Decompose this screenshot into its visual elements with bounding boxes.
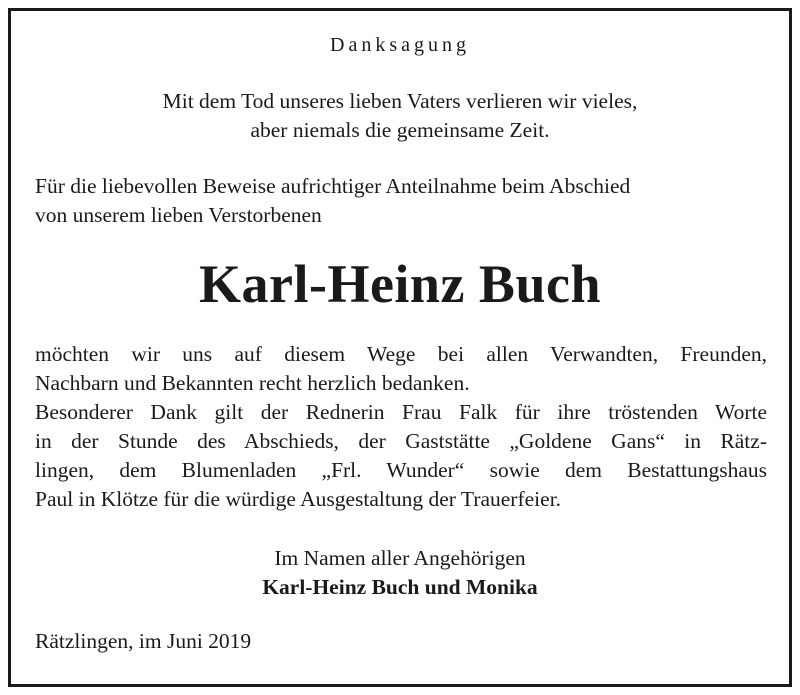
family-names: Karl-Heinz Buch und Monika	[262, 575, 538, 599]
deceased-name: Karl-Heinz Buch	[199, 254, 601, 314]
intro-line-2: von unserem lieben Verstorbenen	[35, 203, 322, 227]
body-line-4: in der Stunde des Abschieds, der Gaststätte „Goldene Gans“ in Rätz-	[35, 429, 767, 453]
intro-line-1: Für die liebevollen Beweise aufrichtiger Anteilnahme beim Abschied	[35, 174, 631, 198]
body-line-1: möchten wir uns auf diesem Wege bei allen Verwandten, Freunden,	[35, 342, 767, 366]
body-line-6: Paul in Klötze für die würdige Ausgestaltung der Trauerfeier.	[35, 487, 562, 511]
place-date: Rätzlingen, im Juni 2019	[35, 629, 252, 653]
notice-heading: Danksagung	[330, 34, 470, 56]
quote-line-1: Mit dem Tod unseres lieben Vaters verlieren wir vieles,	[162, 89, 638, 113]
quote-line-2: aber niemals die gemeinsame Zeit.	[250, 118, 550, 142]
body-line-2: Nachbarn und Bekannten recht herzlich bedanken.	[35, 371, 470, 395]
body-line-3: Besonderer Dank gilt der Rednerin Frau Falk für ihre tröstenden Worte	[35, 400, 767, 424]
body-line-5: lingen, dem Blumenladen „Frl. Wunder“ sowie dem Bestattungshaus	[35, 458, 767, 482]
signoff-line: Im Namen aller Angehörigen	[274, 546, 526, 570]
